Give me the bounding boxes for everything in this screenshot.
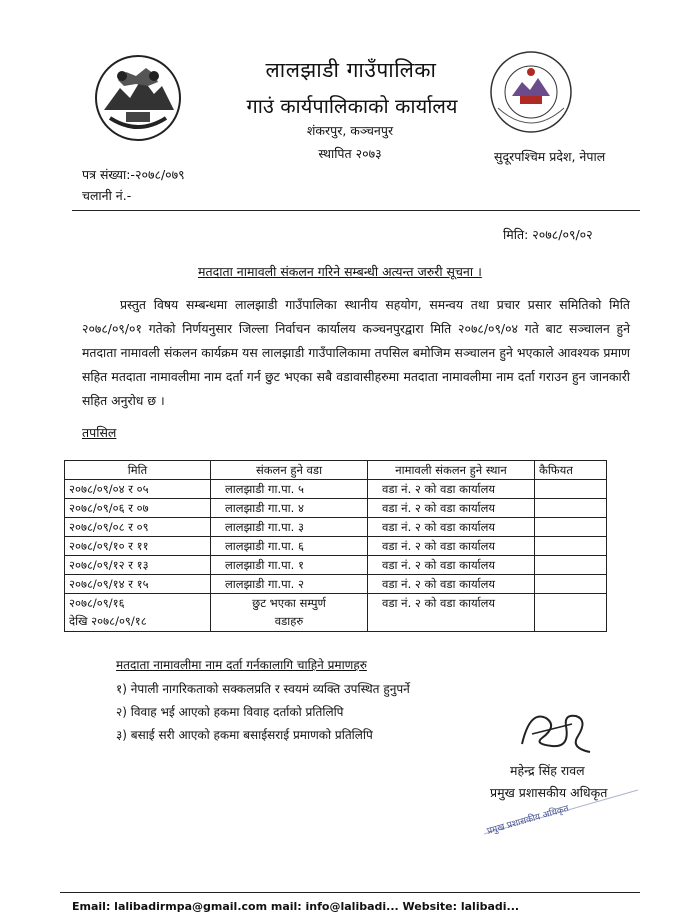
row-place: वडा नं. २ को वडा कार्यालय	[368, 499, 535, 518]
municipal-seal-logo	[486, 48, 576, 136]
row-ward-line1: छुट भएका सम्पुर्ण	[252, 596, 326, 610]
official-stamp	[478, 772, 648, 842]
row-date: २०७८/०९/०४ र ०५	[65, 480, 211, 499]
row-ward: लालझाडी गा.पा. १	[211, 556, 368, 575]
row-ward: लालझाडी गा.पा. ६	[211, 537, 368, 556]
footer-contact: Email: lalibadirmpa@gmail.com mail: info@lalibadi... Website: lalibadi...	[72, 900, 520, 913]
notice-date: मिति: २०७८/०९/०२	[503, 227, 593, 242]
office-location: शंकरपुर, कञ्चनपुर	[306, 123, 394, 138]
notice-title: मतदाता नामावली संकलन गरिने सम्बन्धी अत्यन्त जरुरी सूचना ।	[198, 264, 482, 279]
footer-divider	[60, 892, 640, 893]
signatory-title: प्रमुख प्रशासकीय अधिकृत	[490, 785, 608, 800]
table-row	[65, 499, 607, 518]
nepal-emblem-logo	[92, 52, 184, 144]
office-name: लालझाडी गाउँपालिका	[265, 58, 437, 82]
row-remark	[535, 556, 607, 575]
row-ward: लालझाडी गा.पा. २	[211, 575, 368, 594]
row-date-line2: देखि २०७८/०९/१८	[69, 614, 147, 628]
office-established: स्थापित २०७३	[318, 146, 382, 161]
requirements-heading: मतदाता नामावलीमा नाम दर्ता गर्नकालागि चाहिने प्रमाणहरु	[116, 658, 367, 672]
signature-mark	[512, 704, 602, 760]
row-date: २०७८/०९/०६ र ०७	[65, 499, 211, 518]
row-ward-line2: वडाहरु	[274, 614, 304, 628]
dispatch-number: चलानी नं.-	[82, 188, 132, 203]
column-header-ward: संकलन हुने वडा	[211, 461, 368, 480]
row-date: २०७८/०९/०८ र ०९	[65, 518, 211, 537]
row-remark	[535, 594, 607, 632]
header-divider	[72, 210, 640, 211]
table-row	[65, 575, 607, 594]
row-place: वडा नं. २ को वडा कार्यालय	[368, 575, 535, 594]
row-place: वडा नं. २ को वडा कार्यालय	[368, 480, 535, 499]
schedule-heading: तपसिल	[82, 425, 117, 440]
row-ward: लालझाडी गा.पा. ४	[211, 499, 368, 518]
requirement-item: ३) बसाई सरी आएको हकमा बसाईसराई प्रमाणको प्रतिलिपि	[116, 728, 373, 742]
province-text: सुदूरपश्चिम प्रदेश, नेपाल	[494, 149, 606, 164]
table-row	[65, 480, 607, 499]
row-remark	[535, 575, 607, 594]
row-remark	[535, 537, 607, 556]
row-ward: लालझाडी गा.पा. ५	[211, 480, 368, 499]
table-row	[65, 594, 607, 632]
column-header-place: नामावली संकलन हुने स्थान	[368, 461, 535, 480]
row-remark	[535, 499, 607, 518]
row-remark	[535, 480, 607, 499]
svg-text:प्रमुख प्रशासकीय अधिकृत: प्रमुख प्रशासकीय अधिकृत	[486, 803, 571, 837]
row-date	[65, 594, 211, 632]
notice-body: प्रस्तुत विषय सम्बन्धमा लालझाडी गाउँपालिका स्थानीय सहयोग, समन्वय तथा प्रचार प्रसार समितिको मिति २०७८/०९/०१ गतेको निर्णयनुसार जिल्ला निर्वाचन कार्यालय कञ्चनपुरद्वारा मिति २०७८/०९/०४ गते बाट सञ्चालन हुने मतदाता नामावली संकलन कार्यक्रम यस लालझाडी गाउँपालिकामा तपसिल बमोजिम सञ्चालन हुने भएकाले आवश्यक प्रमाण सहित मतदाता नामावलीमा नाम दर्ता गर्न छुट भएका सबै वडावासीहरुमा मतदाता नामावलीमा नाम दर्ता गराउन हुन जानकारी सहित अनुरोध छ ।	[82, 297, 630, 408]
row-date: २०७८/०९/१२ र १३	[65, 556, 211, 575]
row-date: २०७८/०९/१४ र १५	[65, 575, 211, 594]
table-row	[65, 556, 607, 575]
column-header-date: मिति	[65, 461, 211, 480]
row-place: वडा नं. २ को वडा कार्यालय	[368, 594, 535, 632]
requirement-item: १) नेपाली नागरिकताको सक्कलप्रति र स्वयमं व्यक्ति उपस्थित हुनुपर्ने	[116, 682, 410, 696]
letter-number: पत्र संख्या:-२०७८/०७९	[82, 167, 185, 182]
column-header-remark: कैफियत	[535, 461, 607, 480]
row-date-line1: २०७८/०९/१६	[69, 596, 125, 610]
row-place: वडा नं. २ को वडा कार्यालय	[368, 556, 535, 575]
signatory-name: महेन्द्र सिंह रावल	[510, 763, 585, 778]
requirement-item: २) विवाह भई आएको हकमा विवाह दर्ताको प्रतिलिपि	[116, 705, 344, 719]
schedule-table	[64, 460, 607, 632]
table-header-row	[65, 461, 607, 480]
row-date: २०७८/०९/१० र ११	[65, 537, 211, 556]
row-ward: लालझाडी गा.पा. ३	[211, 518, 368, 537]
table-row	[65, 537, 607, 556]
row-remark	[535, 518, 607, 537]
row-ward	[211, 594, 368, 632]
row-place: वडा नं. २ को वडा कार्यालय	[368, 518, 535, 537]
table-row	[65, 518, 607, 537]
row-place: वडा नं. २ को वडा कार्यालय	[368, 537, 535, 556]
office-sub: गाउं कार्यपालिकाको कार्यालय	[246, 94, 458, 118]
